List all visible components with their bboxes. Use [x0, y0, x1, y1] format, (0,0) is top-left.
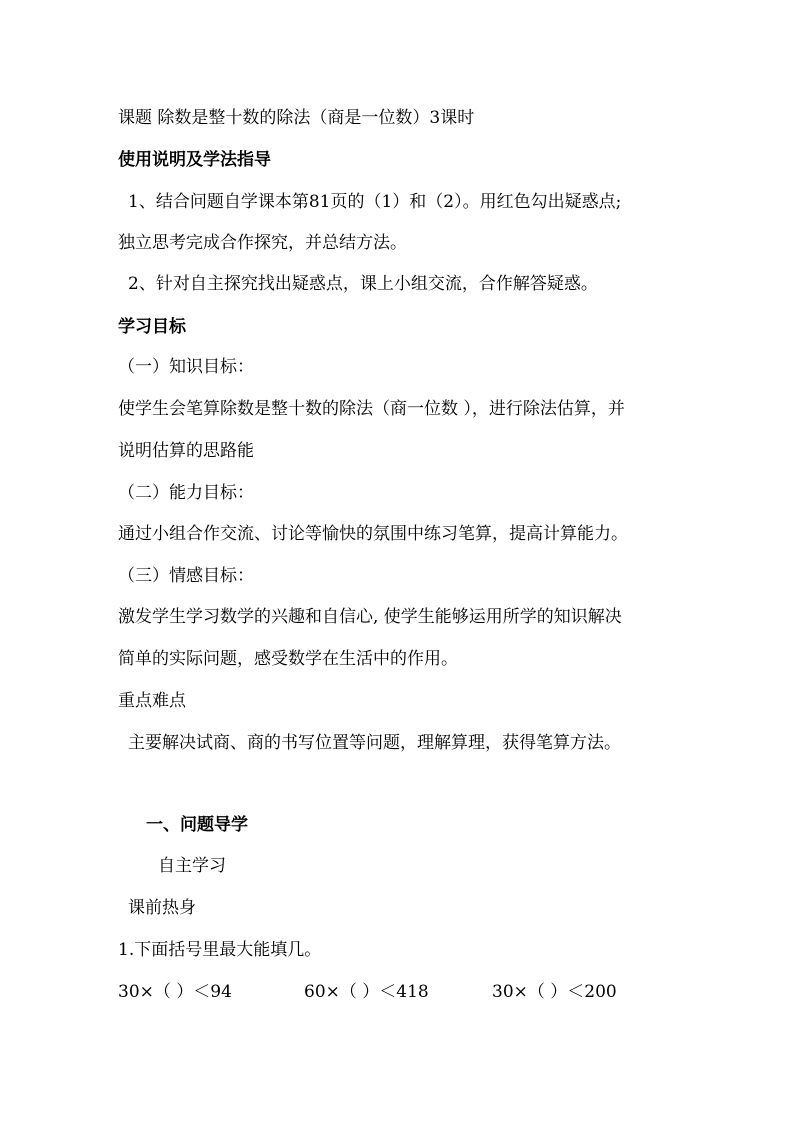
warmup-label: 课前热身 [128, 898, 196, 918]
equation-1: 30×（ ）＜94 [118, 982, 232, 1002]
ability-goal-heading: （二）能力目标： [118, 483, 254, 503]
self-study-label: 自主学习 [158, 856, 226, 876]
usage-heading: 使用说明及学法指导 [118, 150, 271, 170]
knowledge-goal-text-cont: 说明估算的思路能 [118, 441, 254, 461]
emotion-goal-text: 激发学生学习数学的兴趣和自信心, 使学生能够运用所学的知识解决 [118, 607, 622, 627]
usage-item-1: 1、结合问题自学课本第81页的（1）和（2）。用红色勾出疑惑点; [128, 192, 622, 212]
emotion-goal-heading: （三）情感目标： [118, 566, 254, 586]
knowledge-goal-text: 使学生会笔算除数是整十数的除法（商一位数 ），进行除法估算，并 [118, 399, 625, 419]
question-1: 1.下面括号里最大能填几。 [118, 940, 322, 960]
ability-goal-text: 通过小组合作交流、讨论等愉快的氛围中练习笔算，提高计算能力。 [118, 524, 628, 544]
usage-item-2: 2、针对自主探究找出疑惑点，课上小组交流，合作解答疑惑。 [128, 274, 598, 294]
knowledge-goal-heading: （一）知识目标： [118, 357, 254, 377]
emotion-goal-text-cont: 简单的实际问题，感受数学在生活中的作用。 [118, 649, 458, 669]
goals-heading: 学习目标 [118, 317, 186, 337]
equation-3: 30×（ ）＜200 [492, 982, 617, 1002]
equation-2: 60×（ ）＜418 [304, 982, 429, 1002]
key-points-text: 主要解决试商、商的书写位置等问题，理解算理，获得笔算方法。 [128, 733, 621, 753]
usage-item-1-cont: 独立思考完成合作探究，并总结方法。 [118, 233, 407, 253]
key-points-heading: 重点难点 [118, 691, 186, 711]
lesson-title: 课题 除数是整十数的除法（商是一位数）3课时 [118, 108, 475, 128]
section-heading-guided-questions: 一、问题导学 [146, 815, 248, 835]
